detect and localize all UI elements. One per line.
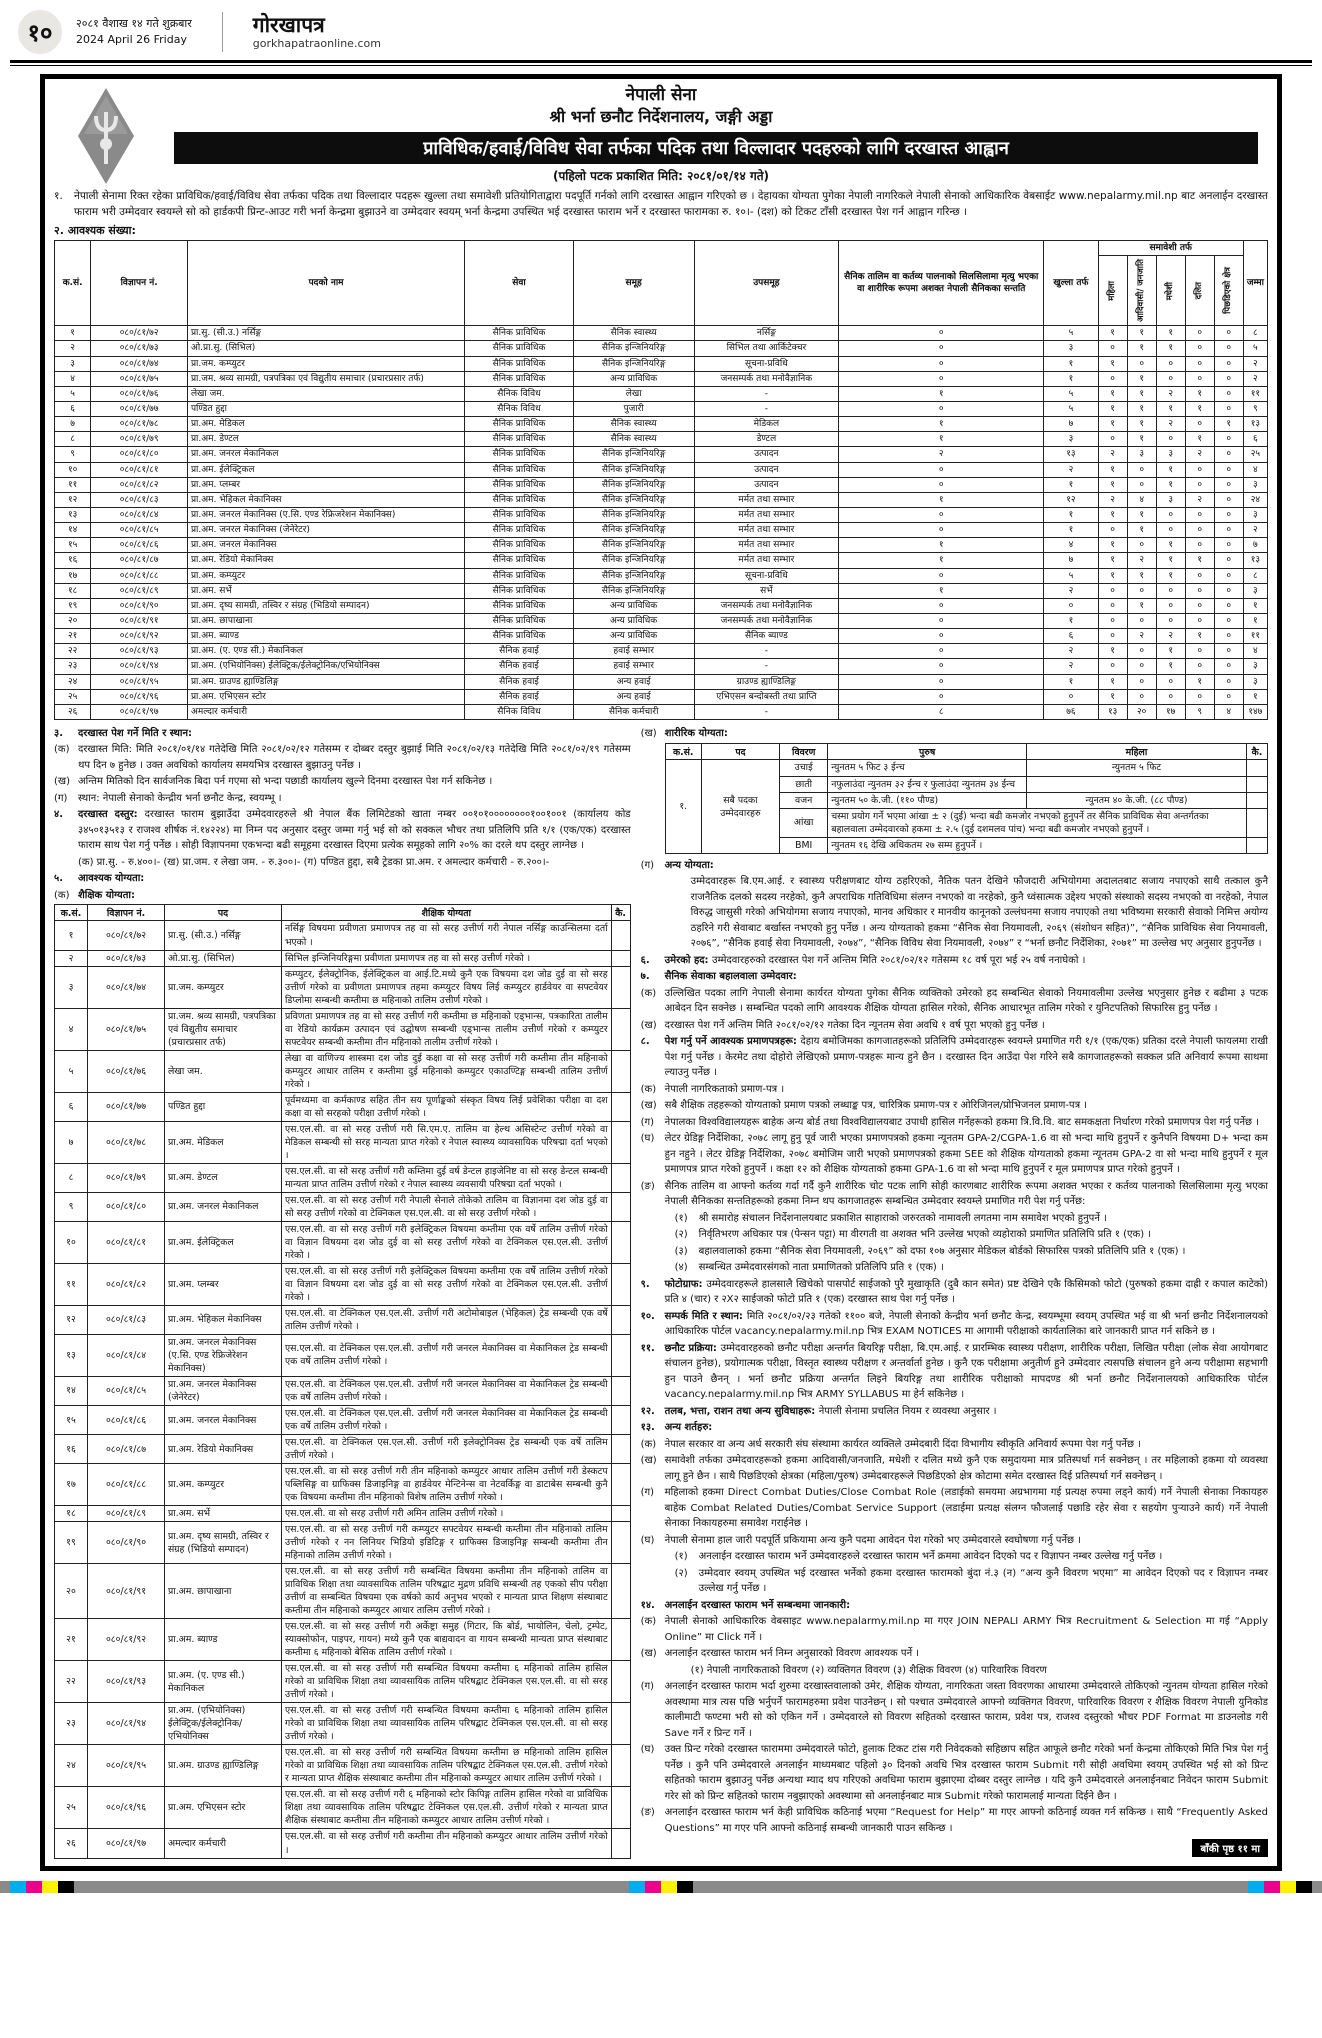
table-row: ३ ०८०/८१/७४ प्रा.जम. कम्प्युटर कम्प्युटर, ईलेक्ट्रोनिक, ईलेक्ट्रिकल वा आई.टि.मध्ये कुनै एक विषयमा दश जोड दुई वा सो सरह उत्तीर्ण गरेको वा प्रवीणता प्रमाणपत्र तहमा कम्प्युटर विषय लिई कम्प्युटर हार्डवेयर वा सफ्टवेयर डिप्लोमा सम्बन्धी कम्तीमा छ महिनाको तालिम उत्तीर्ण गरेको । — [55, 966, 631, 1008]
yellow-mark — [42, 1881, 58, 1893]
paragraph-item: (ख) अन्तिम मितिको दिन सार्वजनिक बिदा पर्न गएमा सो भन्दा पछाडी कार्यालय खुल्ने दिनमा दरखास्त पेश गर्न सकिनेछ । — [54, 776, 493, 788]
magenta-mark — [26, 1881, 42, 1893]
table-row: १५ ०८०/८१/८६ प्रा.अम. जनरल मेकानिक्स एस.एल.सी. वा टेक्निकल एस.एल.सी. उत्तीर्ण गरी जनरल मेकानिक्स वा मेकानिकल ट्रेड सम्बन्धी एक वर्षे तालिम उत्तीर्ण गरेको । — [55, 1406, 631, 1435]
intro-number: १. — [54, 189, 63, 202]
table-row: १६ ०८०/८१/८७ प्रा.अम. रेडियो मेकानिक्स एस.एल.सी. वा टेक्निकल एस.एल.सी. उत्तीर्ण गरी इलेक्ट्रोनिक्स ट्रेड सम्बन्धी एक वर्षे तालिम उत्तीर्ण गरेको । — [55, 1435, 631, 1464]
registration-marks-left — [10, 1881, 74, 1893]
col-post-name: पदको नाम — [187, 241, 464, 326]
page-number-badge: १० — [18, 10, 62, 54]
table-row: १२ ०८०/८१/८३ प्रा.अम. भेहिकल मेकानिक्स एस.एल.सी. वा टेक्निकल एस.एल.सी. उत्तीर्ण गरी अटोमोबाइल (भेहिकल) ट्रेड सम्बन्धी एक वर्षे तालिम उत्तीर्ण गरेको । — [55, 1305, 631, 1334]
left-paragraphs — [54, 726, 631, 904]
table-row: २५ ०८०/८१/९६ प्रा.अम. एभिएसन स्टोर सैनिक हवाई अन्य हवाई एभिएसन बन्दोबस्ती तथा प्राप्ति ० ० १ ० ० ० ० १ — [55, 689, 1268, 704]
paragraph-item: उम्मेदवारहरू बि.एम.आई. र स्वास्थ्य परीक्षणबाट योग्य ठहरिएको, नैतिक पतन देखिने फौजदारी अभियोगमा अदालतबाट सजाय नपाएको साथै तत्काल कुनै राजनैतिक दलको सदस्य नरहेको, कुनै अपराधिक गतिविधिमा संलग्न नभएको वा नरहेको, कुनै ध्वंसात्मक उद्देश्य भएको संस्थाको सदस्य नभएको वा नरहेको, नेपाल विरुद्ध जासुसी गरेको अभियोगमा सजाय नपाएको, मानव अधिकार र मानवीय कानूनको उल्लंघनमा सजाय नपाएको तथा भविष्यमा सरकारी सेवाको निमित्त अयोग्य ठहरिने गरी सेवाबाट बर्खास्त नभएको हुनु पर्नेछ । अन्य योग्यताको हकमा “सैनिक सेवा नियमावली, २०६९ (संशोधन सहित)”, “सैनिक प्राविधिक सेवा नियमावली, २०७६”, “सैनिक हवाई सेवा नियमावली, २०७४”, “सैनिक विविध सेवा नियमावली, २०७४” र “भर्ना छनौट निर्देशिका, २०७१” मा उल्लेख भए अनुसार हुनुपर्नेछ । — [690, 876, 1268, 950]
magenta-mark — [645, 1881, 661, 1893]
right-paragraphs — [641, 858, 1268, 1837]
paragraph-item: (३) बहालवालाको हकमा “सैनिक सेवा नियमावली, २०६९” को दफा १०७ अनुसार मेडिकल बोर्डको सिफारिस पत्रको प्रतिलिपि प्रति १ (एक) । — [674, 1245, 1186, 1257]
table-row: १७ ०८०/८१/८८ प्रा.अम. कम्प्युटर एस.एल.सी. वा सो सरह उत्तीर्ण गरी तीन महिनाको कम्प्युटर आधार तालिम उत्तीर्ण गरी डेस्कटप पब्लिसिङ्ग वा ग्राफिक्स डिजाइनिङ्ग वा हार्डवेयर मेन्टिनेन्स वा नेटवर्किङ्ग वा डाटाबेस सम्बन्धी कुनै एक विषयमा कम्तीमा तीन महिनाको विशेष तालिम उत्तीर्ण गरेको । — [55, 1464, 631, 1506]
table-row: १९ ०८०/८१/९० प्रा.अम. दृष्य सामग्री, तस्विर र संग्रह (भिडियो सम्पादन) सैनिक प्राविधिक अन्य प्राविधिक जनसम्पर्क तथा मनोवैज्ञानिक ० ० ० १ ० ० ० १ — [55, 598, 1268, 613]
paragraph-item: १४. अनलाईन दरखास्त फाराम भर्ने सम्बन्धमा जानकारी: — [640, 1599, 851, 1611]
directorate-name: श्री भर्ना छनौट निर्देशनालय, जङ्गी अड्डा — [549, 106, 773, 126]
table-row: २५ ०८०/८१/९६ प्रा.अम. एभिएसन स्टोर एस.एल.सी. वा सो सरह उत्तीर्ण गरी ६ महिनाको स्टोर किपिङ्ग तालिम हासिल गरेको वा प्राविधिक शिक्षा तथा व्यावसायिक तालिम परिषद्बाट टेक्निकल एस.एल.सी. उत्तीर्ण गरेको र मान्यता प्राप्त शैक्षिक संस्थाबाट कम्तीमा तीन महिनाको कम्प्युटर आधार तालिम उत्तीर्ण गरेको । — [55, 1787, 631, 1829]
table-row: ५ ०८०/८१/७६ लेखा जम. लेखा वा वाणिज्य शास्त्रमा दश जोड दुई कक्षा वा सो सरह उत्तीर्ण गरी कम्तीमा तीन महिनाको कम्प्युटर आधार तालिम र कम्तीमा दुई महिनाको कम्प्युटर एकाउण्टिङ्ग सम्बन्धी तालिम उत्तीर्ण गरेको । — [55, 1050, 631, 1092]
paragraph-item: ९. फोटोग्राफ: उम्मेदवारहरूले हालसालै खिचेको पासपोर्ट साईजको पुरै मुखाकृति (दुबै कान समेत) प्रष्ट देखिने एकै किसिमको फोटो (पुरुषको हकमा दाह्री र कपाल काटेको) प्रति ४ (चार) र २X२ साईजको फोटो प्रति १ (एक) दरखास्त साथ पेश गर्नु पर्नेछ । — [640, 1278, 1268, 1306]
table-row: ३ ०८०/८१/७४ प्रा.जम. कम्प्युटर सैनिक प्राविधिक सैनिक इन्जिनियरिङ्ग सूचना-प्रविधि ० १ १ ० ० ० ० २ — [55, 356, 1268, 371]
section-2-heading: २. आवश्यक संख्या: — [54, 224, 136, 238]
table-row: २ ०८०/८१/७३ ओ.प्रा.सु. (सिभिल) सिभिल इन्जिनियरिङ्गमा प्रवीणता प्रमाणपत्र तह वा सो सरह उत्तीर्ण गरेको । — [55, 950, 631, 966]
paragraph-item: (४) सम्बन्धित उम्मेदवारसंगको नाता प्रमाणितको प्रतिलिपि प्रति १ (एक) । — [674, 1262, 944, 1274]
paragraph-item: ५. आवश्यक योग्यता: — [54, 873, 145, 885]
cyan-mark — [629, 1881, 645, 1893]
continued-badge: बाँकी पृष्ठ ११ मा — [1192, 1839, 1268, 1857]
masthead-dates — [76, 16, 192, 49]
phy-col-post: पद — [701, 744, 779, 760]
col-total: जम्मा — [1243, 241, 1267, 326]
intro-paragraph — [54, 188, 1268, 221]
cyan-mark — [10, 1881, 26, 1893]
paragraph-item: (१) नेपाली नागरिकताको विवरण (२) व्यक्तिगत विवरण (३) शैक्षिक विवरण (४) पारिवारिक विवरण — [690, 1664, 1047, 1676]
physical-row-eyes: आंखा चस्मा प्रयोग गर्ने भएमा आंखा ± २ (दुई) भन्दा बढी कमजोर नभएको हुनुपर्ने तर सैनिक प्राविधिक सेवा अन्तर्गतका बहालवाला उम्मेदवारको हकमा ± २.५ (दुई दशमलव पांच) भन्दा बढी कमजोर नभएको हुनुपर्ने । — [665, 808, 1267, 837]
col-inclusive-group: समावेशी तर्फ — [1098, 241, 1243, 256]
table-row: ९ ०८०/८१/८० प्रा.अम. जनरल मेकानिकल सैनिक प्राविधिक सैनिक इन्जिनियरिङ्ग उत्पादन २ १३ २ ३ ३ २ ० २५ — [55, 447, 1268, 462]
print-registration-bar — [0, 1881, 1322, 1893]
table-row: १० ०८०/८१/८१ प्रा.अम. ईलेक्ट्रिकल सैनिक प्राविधिक सैनिक इन्जिनियरिङ्ग उत्पादन ० २ १ ० १ ० ० ४ — [55, 462, 1268, 477]
table-row: १९ ०८०/८१/९० प्रा.अम. दृष्य सामग्री, तस्विर र संग्रह (भिडियो सम्पादन) एस.एल.सी. वा सो सरह उत्तीर्ण गरी कम्प्युटर सफ्टवेयर सम्बन्धी कम्तीमा तीन महिनाको तालिम उत्तीर्ण गरेको र नन लिनियर भिडियो इडिटिङ्ग र ग्राफिक्स डिजाइनिङ्ग सम्बन्धी कम्तीमा तीन महिनाको तालिम उत्तीर्ण गरेको । — [55, 1522, 631, 1564]
col-service: सेवा — [465, 241, 574, 326]
right-column — [641, 725, 1268, 1857]
paragraph-item: (घ) उक्त प्रिन्ट गरेको दरखास्त फाराममा उम्मेदवारले फोटो, हुलाक टिकट टांस गरी निवेदकको सहिछाप सहित आफूले छनौट गरेको भर्ना केन्द्रमा तोकिएको मिति भित्र पेश गर्नु पर्नेछ । कुनै पनि उम्मेदवारले अनलाईन माध्यमबाट पहिलो ३० दिनको अवधि भित्र दरखास्त फाराम Submit गरी सोही अवधिमा स्वयम् उपस्थित भई सो को प्रिन्ट सहितको फाराम बुझाउनु पर्नेछ अन्यथा म्याद थप गरिएको अवधिमा फाराम बुझाएमा दोब्बर दस्तुर लाग्नेछ । यदि कुनै उम्मेदवारले अनलाईनबाट निवेदन फाराम Submit गरेर सो को प्रिन्ट सहितको फाराम नबुझाएको अवस्थामा सो अनलाईनबाट मात्र Submit गरेको फारामलाई मान्यता दिईने छैन । — [640, 1744, 1268, 1802]
published-date: (पहिलो पटक प्रकाशित मिति: २०८१/०१/१४ गते) — [552, 168, 770, 183]
table-row: २० ०८०/८१/९१ प्रा.अम. छापाखाना सैनिक प्राविधिक अन्य प्राविधिक जनसम्पर्क तथा मनोवैज्ञानिक ० १ ० ० ० ० ० १ — [55, 614, 1268, 629]
edu-col-sn: क.सं. — [55, 905, 88, 921]
education-table-body — [55, 921, 631, 1858]
date-english: 2024 April 26 Friday — [76, 33, 187, 46]
paragraph-item: १२. तलब, भत्ता, राशन तथा अन्य सुविधाहरू: नेपाली सेनामा प्रचलित नियम र व्यवस्था अनुसार । — [640, 1405, 997, 1417]
paragraph-item: ८. पेश गर्नु पर्ने आवश्यक प्रमाणपत्रहरू: देहाय बमोजिमका कागजातहरूको प्रतिलिपि उम्मेदवारहरू स्वयम्ले प्रमाणित गरी १/१ (एक/एक) प्रतिका दरले नेपाली फायलमा राखी पेश गर्नु पर्नेछ । केरमेट तथा दोहोरो लेखिएको प्रमाण-पत्रहरू मान्य हुने छैन । दरखास्त दिन आउँदा पेश गरिने सबै कागजातहरूको सक्कल प्रति अनिवार्य रूपमा साथमा ल्याउनु पर्नेछ । — [640, 1036, 1268, 1079]
notice-title-bar: प्राविधिक/हवाई/विविध सेवा तर्फका पदिक तथा विल्लादार पदहरुको लागि दरखास्त आह्वान — [174, 132, 1258, 164]
edu-col-remarks: कै. — [611, 905, 630, 921]
col-subgroup: उपसमूह — [694, 241, 839, 326]
physical-row-bmi: BMI न्युनतम १६ देखि अधिकतम २७ सम्म हुनुपर्ने । — [665, 837, 1267, 853]
paragraph-item: (क) उल्लिखित पदका लागि नेपाली सेनामा कार्यरत योग्यता पुगेका सैनिक व्यक्तिको उमेरको हद सम्बन्धित सेवाको नियमावलीमा उल्लेख भएनुसार हुनेछ र बढीमा ३ पटक आबेदन दिन सक्नेछ । सम्बन्धित पदको लागि आवश्यक शैक्षिक योग्यता हासिल गरेको, सैनिक आधारभूत तालिम गरेको र युनिटपतिको सिफारिस हुनु पर्नेछ । — [640, 987, 1268, 1015]
paragraph-item: (ख) समावेशी तर्फका उम्मेदवारहरूको हकमा आदिवासी/जनजाति, मधेशी र दलित मध्ये कुनै एक समुदायमा मात्र प्रतिस्पर्धा गर्न सक्नेछन् । तर महिलाको हकमा यो व्यवस्था लागू हुने छैन । साथै पिछडिएको क्षेत्रका (महिला/पुरुष) उम्मेदबारहरूले पिछडिएको क्षेत्र कोटामा समेत दरखास्त दिई प्रतिस्पर्धा गर्न सक्नेछन् । — [640, 1455, 1268, 1482]
masthead-divider — [222, 12, 223, 52]
phy-col-sn: क.सं. — [665, 744, 701, 760]
vacancy-table — [54, 240, 1268, 720]
paragraph-item: ३. दरखास्त पेश गर्ने मिति र स्थान: — [54, 727, 192, 739]
table-row: २३ ०८०/८१/९४ प्रा.अम. (एभियोनिक्स) ईलेक्ट्रिक/ईलेक्ट्रोनिक/एभियोनिक्स सैनिक हवाई हवाई सम्भार - ० २ ० ० १ ० ० ३ — [55, 659, 1268, 674]
paragraph-item: (घ) लेटर ग्रेडिङ्ग निर्देशिका, २०७८ लागू हुनु पूर्व जारी भएका प्रमाणपत्रको हकमा न्यूनतम GPA-2/CGPA-1.6 वा सो भन्दा माथि हुनुपर्ने र कुनैपनि विषयमा D+ भन्दा कम हुन नहुने । लेटर ग्रेडिङ्ग निर्देशिका, २०७८ बमोजिम जारी भएको प्रमाणपत्रको हकमा SEE को शैक्षिक योग्यताको हकमा न्यूनतम GPA-2 वा सो भन्दा माथि हुनुपर्ने र मूल प्रमाणपत्र प्राप्त गरेको हुनुपर्ने । कक्षा १२ को शैक्षिक योग्यताको हकमा GPA-1.6 वा सो भन्दा माथि हुनुपर्ने र मूल प्रमाणपत्र प्राप्त गरेको हुनुपर्ने । — [640, 1133, 1268, 1176]
yellow-mark — [1280, 1881, 1296, 1893]
org-name: नेपाली सेना — [625, 85, 697, 105]
paragraph-item: (ग) स्थान: नेपाली सेनाको केन्द्रीय भर्ना छनौट केन्द्र, स्वयम्भू । — [54, 792, 282, 804]
paragraph-item: (ख) अनलाईन दरखास्त फाराम भर्न निम्न अनुसारको विवरण आवश्यक पर्ने । — [640, 1648, 920, 1660]
education-header-row — [55, 905, 631, 921]
table-row: २१ ०८०/८१/९२ प्रा.अम. ब्याण्ड एस.एल.सी. वा सो सरह उत्तीर्ण गरी अर्केष्ट्रा समुह (गिटार, कि बोर्ड, भायोलिन, चेलो, ट्रम्पेट, स्याक्सोफोन, पाइपर, गायन) मध्ये कुनै एक बाद्यवादन वा गायन सम्बन्धी मान्यता प्राप्त संस्थाबाट कम्तीमा ६ महिनाको बेसिक तालिम उत्तीर्ण गरेको । — [55, 1619, 631, 1661]
paragraph-item: ११. छनौट प्रक्रिया: उम्मेदवारहरुको छनौट परीक्षा अन्तर्गत बियरिङ्ग परीक्षा, बि.एम.आई. र प्रारम्भिक स्वास्थ्य परीक्षण, शारीरिक परीक्षा, लिखित परीक्षा (लोक सेवा आयोगबाट संचालन हुनेछ), प्रयोगात्मक परीक्षा, विस्तृत स्वास्थ्य परीक्षण र अन्तर्वार्ता हुनेछ । कुनै एक परीक्षामा अनुतीर्ण हुने उम्मेदवार त्यसपछि संचालन हुने अन्य परीक्षामा सहभागी हुन पाउने छैनन् । भर्ना छनौट प्रक्रिया अन्तर्गत लिइने बियरिङ्ग तथा शारीरिक परीक्षाको मापदण्ड श्री भर्ना छनौट निर्देशनालयको आधिकारिक पोर्टल vacancy.nepalarmy.mil.np भित्र ARMY SYLLABUS मा हेर्न सकिनेछ । — [640, 1342, 1268, 1401]
table-row: १३ ०८०/८१/८४ प्रा.अम. जनरल मेकानिक्स (ए.सि. एण्ड रेफ्रिजरेशन मेकानिक्स) सैनिक प्राविधिक सैनिक इन्जिनियरिङ्ग मर्मत तथा सम्भार ० १ १ १ ० ० ० ३ — [55, 508, 1268, 523]
paragraph-item: १०. सम्पर्क मिति र स्थान: मिति २०८१/०२/२३ गतेको ११०० बजे, नेपाली सेनाको केन्द्रीय भर्ना छनौट केन्द्र, स्वयम्भूमा स्वयम् उपस्थित भई वा श्री भर्ना छनौट निर्देशनालयको आधिकारिक पोर्टल vacancy.nepalarmy.mil.np भित्र EXAM NOTICES मा आगामी परीक्षाको कार्यतालिका बारे जानकारी प्राप्त गर्न सकिने छ । — [640, 1310, 1268, 1338]
vacancy-table-body — [55, 326, 1268, 720]
table-row: ४ ०८०/८१/७५ प्रा.जम. श्रव्य सामग्री, पत्रपत्रिका एवं विद्युतीय समाचार (प्रचारप्रसार तर्फ) प्रविणता प्रमाणपत्र तह वा सो सरह उत्तीर्ण गरी कम्तीमा छ महिनाको एड्भान्स, पत्रकारिता तालीम वा रेडियो कार्यक्रम उत्पादन एवं उद्घोषण सम्बन्धी एड्भान्स तालीम उत्तीर्ण गरेको र कम्प्युटर सफ्टवेयर सम्बन्धी कम्तीमा तीन महिनाको तालीम उत्तीर्ण गरेको । — [55, 1008, 631, 1050]
col-madheshi: मधेशी — [1156, 256, 1185, 326]
col-sn: क.सं. — [55, 241, 91, 326]
army-notice-box — [40, 74, 1282, 1871]
paragraph-item: (ख) सबै शैक्षिक तहहरूको योग्यताको प्रमाण पत्रको लब्धाङ्क पत्र, चारित्रिक प्रमाण-पत्र र ओरिजिनल/प्रोभिजनल प्रमाण-पत्र । — [640, 1100, 1088, 1112]
intro-text: नेपाली सेनामा रिक्त रहेका प्राविधिक/हवाई/विविध सेवा तर्फका पदिक तथा विल्लादार पदहरू खुल्ला तथा समावेशी प्रतियोगिताद्वारा पदपूर्ति गर्नको लागि दरखास्त आह्वान गरिएको छ । देहायका योग्यता पुगेका नेपाली नागरिकले नेपाली सेनाको आधिकारिक वेबसाईट www.nepalarmy.mil.np बाट अनलाईन दरखास्त फाराम भरी उम्मेदवार स्वयम्ले सो को हार्डकपी प्रिन्ट-आउट गरी भर्ना केन्द्रमा बुझाउने वा उम्मेदवार स्वयम् भर्ना केन्द्रमा उपस्थित भई दरखास्त फाराम भर्ने र दरखास्त फारामका रु. १०।- (दश) को टिकट टाँसी दरखास्त पेश गर्न आह्वान गरिन्छ । — [74, 189, 1268, 218]
physical-header-row — [665, 744, 1267, 760]
phy-col-remarks: कै. — [1246, 744, 1267, 760]
table-row: ११ ०८०/८१/८२ प्रा.अम. प्लम्बर एस.एल.सी. वा सो सरह उत्तीर्ण गरी इलेक्ट्रिकल विषयमा कम्तीमा एक वर्षे तालिम उत्तीर्ण गरेको वा विज्ञान विषयमा दश जोड दुई वा सो सरह उत्तीर्ण गरेको वा टेक्निकल एस.एल.सी. उत्तीर्ण गरेको । — [55, 1263, 631, 1305]
masthead-title-block — [253, 14, 381, 50]
table-row: २२ ०८०/८१/९३ प्रा.अम. (ए. एण्ड सी.) मेकानिकल एस.एल.सी. वा सो सरह उत्तीर्ण गरी सम्बन्धित विषयमा कम्तीमा ६ महिनाको तालिम हासिल गरेको वा प्राविधिक शिक्षा तथा व्यावसायिक तालिम परिषद्बाट टेक्निकल एस.एल.सी. वा सो सरह उत्तीर्ण गरेको । — [55, 1661, 631, 1703]
table-row: २० ०८०/८१/९१ प्रा.अम. छापाखाना एस.एल.सी. वा सो सरह उत्तीर्ण गरी सम्बन्धित विषयमा कम्तीमा तीन महिनाको तालिम वा प्राविधिक शिक्षा तथा व्यावसायिक तालिम परिषद्बाट मुद्रण प्रविधि सम्बन्धी तह एकको सीप परीक्षा उत्तीर्ण वा सम्बन्धित विषयमा एक वर्षको कार्य अनुभव भएको र मान्यता प्राप्त शिक्षण संस्थाबाट कम्तीमा तीन महिनाको कम्प्युटर आधार तालिम उत्तीर्ण गरेको । — [55, 1564, 631, 1619]
paragraph-item: (क) दरखास्त मिति: मिति २०८१/०१/१४ गतेदेखि मिति २०८१/०२/१२ गतेसम्म र दोब्बर दस्तुर बुझाई मिति २०८१/०२/१३ गतेदेखि मिति २०८१/०२/१९ गतेसम्म थप दिन ७ हुनेछ । उक्त अवधिको कार्यालय समयभित्र दरखास्त बुझाउनु पर्नेछ । — [54, 744, 631, 771]
cyan-mark — [1248, 1881, 1264, 1893]
masthead-rule — [10, 60, 1312, 63]
paragraph-item: (ख) दरखास्त पेश गर्ने अन्तिम मिति २०८१/०२/१२ गतेका दिन न्यूनतम सेवा अवधि १ वर्ष पूरा भएको हुनु पर्नेछ । — [640, 1019, 1045, 1031]
table-row: १७ ०८०/८१/८८ प्रा.अम. कम्प्युटर सैनिक प्राविधिक सैनिक इन्जिनियरिङ्ग सूचना-प्रविधि ० ५ १ १ १ ० ० ८ — [55, 568, 1268, 583]
paragraph-item: १३. अन्य शर्तहरु: — [640, 1422, 713, 1434]
col-group: समूह — [573, 241, 694, 326]
paper-website: gorkhapatraonline.com — [252, 37, 381, 51]
paragraph-item: (ग) अनलाईन दरखास्त फाराम भर्दा शुरुमा दरखास्तवालाको उमेर, शैक्षिक योग्यता, नागरिकता जस्ता विवरणका आधारमा उम्मेदवारले तोकिएको न्युनतम योग्यता हासिल गरेको अवस्थामा मात्र त्यस पछि भर्नुपर्ने फारामहरुमा प्रवेश पाउनेछन् । सो पश्चात उम्मेदवारले आफ्नो व्यक्तिगत विवरण, पारिवारिक विवरण र शैक्षिक विवरण नेपाली युनिकोड कालीमाटी फण्टमा भरी सो को एकिन गर्ने । उम्मेदवारले सो विवरण सहितको दरखास्त फाराम, प्रवेश पत्र, राजश्व दस्तुरको भौचर PDF Format मा डाउनलोड गरी Save गर्ने र प्रिन्ट गर्ने । — [640, 1681, 1268, 1739]
table-row: ५ ०८०/८१/७६ लेखा जम. सैनिक विविध लेखा - १ ५ १ १ २ १ ० ११ — [55, 386, 1268, 401]
phy-col-male: पुरुष — [828, 744, 1027, 760]
col-advert-no: विज्ञापन नं. — [91, 241, 188, 326]
physical-heading: (ख) शारीरिक योग्यता: — [640, 727, 728, 739]
two-column-area — [54, 725, 1268, 1859]
paragraph-item: (२) निर्वृतिभरण अधिकार पत्र (पेन्सन पट्टा) मा वीरगती वा अशक्त भनि उल्लेख भएको व्यहोराको प्रमाणित प्रतिलिपि प्रति १ (एक) । — [674, 1229, 1152, 1241]
masthead-rule-thin — [10, 65, 1312, 66]
paragraph-item: ६. उमेरको हद: उम्मेदवारहरुको दरखास्त पेश गर्ने अन्तिम मिति २०८१/०२/१२ गतेसम्म १८ वर्ष पूरा भई २५ वर्ष ननाघेको । — [640, 954, 1086, 966]
table-row: १२ ०८०/८१/८३ प्रा.अम. भेहिकल मेकानिक्स सैनिक प्राविधिक सैनिक इन्जिनियरिङ्ग मर्मत तथा सम्भार १ १२ २ ४ ३ २ ० २४ — [55, 492, 1268, 507]
table-row: १ ०८०/८१/७२ प्रा.सु. (सी.उ.) नर्सिङ्ग नर्सिङ्ग विषयमा प्रवीणता प्रमाणपत्र तह वा सो सरह उत्तीर्ण गरी नेपाल नर्सिङ्ग काउन्सिलमा दर्ता भएको । — [55, 921, 631, 950]
paragraph-item: ७. सैनिक सेवाका बहालवाला उम्मेदवार: — [640, 971, 797, 983]
col-martyr-children: सैनिक तालिम वा कर्तव्य पालनाको सिलसिलामा मृत्यु भएका वा शारीरिक रूपमा अशक्त नेपाली सैनिकका सन्तति — [839, 241, 1044, 326]
table-row: ७ ०८०/८१/७८ प्रा.अम. मेडिकल सैनिक प्राविधिक सैनिक स्वास्थ्य मेडिकल १ ७ १ १ २ ० १ १३ — [55, 417, 1268, 432]
physical-table — [665, 743, 1268, 853]
col-open: खुल्ला तर्फ — [1044, 241, 1098, 326]
table-row: २ ०८०/८१/७३ ओ.प्रा.सु. (सिभिल) सैनिक प्राविधिक सैनिक इन्जिनियरिङ्ग सिभिल तथा आर्किटेक्चर ० ३ ० १ १ ० ० ५ — [55, 341, 1268, 356]
table-row: २२ ०८०/८१/९३ प्रा.अम. (ए. एण्ड सी.) मेकानिकल सैनिक हवाई हवाई सम्भार - ० २ १ ० १ ० ० ४ — [55, 644, 1268, 659]
table-row: ७ ०८०/८१/७८ प्रा.अम. मेडिकल एस.एल.सी. वा सो सरह उत्तीर्ण गरी सि.एम.ए. तालिम वा हेल्थ असिस्टेन्ट उत्तीर्ण गरेको वा मेडिकल सम्बन्धी सो सरह मान्यता प्राप्त गरेको र नेपाल स्वास्थ्य व्यावसायिक परिषद्मा दर्ता भएको । — [55, 1121, 631, 1163]
paragraph-item: (ङ) अनलाईन दरखास्त फाराम भर्न केही प्राविधिक कठिनाई भएमा “Request for Help” मा गएर आफ्नो कठिनाई व्यक्त गर्न सकिन्छ । साथै “Frequently Asked Questions” मा गएर पनि आफ्नो कठिनाई सम्बन्धी जानकारी पाउन सकिन्छ । — [640, 1807, 1268, 1834]
edu-col-post: पद — [165, 905, 282, 921]
col-dalit: दलित — [1185, 256, 1214, 326]
education-table — [54, 904, 631, 1858]
army-emblem-icon — [58, 86, 154, 200]
table-row: १ ०८०/८१/७२ प्रा.सु. (सी.उ.) नर्सिङ्ग सैनिक प्राविधिक सैनिक स्वास्थ्य नर्सिङ्ग ० ५ १ १ १ ० ० ८ — [55, 326, 1268, 341]
paragraph-item: (२) उम्मेदवार स्वयम् उपस्थित भई दरखास्त भर्नेको हकमा दरखास्त फारामको बुंदा नं.३ (न) “अन्य कुनै विवरण भएमा” मा आवेदन दिएको पद र विज्ञापन नम्बर उल्लेख गर्नु पर्नेछ । — [674, 1567, 1268, 1595]
table-row: २६ ०८०/८१/९७ अमल्दार कर्मचारी सैनिक विविध सैनिक कर्मचारी - ८ ७६ १३ २० १७ ९ ४ १४७ — [55, 704, 1268, 719]
physical-row-chest: छाती नफुलाउंदा न्युनतम ३२ ईन्च र फुलाउंदा न्युनतम ३४ ईन्च — [665, 776, 1267, 792]
paragraph-item: (क) नेपाल सरकार वा अन्य अर्ध सरकारी संघ संस्थामा कार्यरत व्यक्तिले उम्मेदबारी दिंदा विभागीय स्वीकृति अनिवार्य रूपमा पेश गर्नु पर्नेछ । — [640, 1438, 1141, 1450]
table-row: २३ ०८०/८१/९४ प्रा.अम. (एभियोनिक्स) ईलेक्ट्रिक/ईलेक्ट्रोनिक/एभियोनिक्स एस.एल.सी. वा सो सरह उत्तीर्ण गरी सम्बन्धित विषयमा कम्तीमा ६ महिनाको तालिम हासिल गरेको वा प्राविधिक शिक्षा तथा व्यावसायिक तालिम परिषद्बाट टेक्निकल एस.एल.सी. वा सो सरह उत्तीर्ण गरेको । — [55, 1703, 631, 1745]
masthead — [0, 6, 1322, 60]
paragraph-item: (ङ) सैनिक तालिम वा आफ्नो कर्तव्य गर्दा गर्दै कुनै शारीरिक चोट पटक लागि सोही कारणबाट शारीरिक रूपमा अशक्त भएका र कर्तव्य पालनाको सिलसिलामा मृत्यु भएका नेपाली सैनिकका सन्ततिहरूको हकमा निम्न थप कागजातहरू सम्बन्धित उम्मेदवार स्वयम्ले प्रमाणित गरी पेश गर्नु पर्नेछ: — [640, 1180, 1268, 1208]
table-row: २४ ०८०/८१/९५ प्रा.अम. ग्राउण्ड ह्याण्डिलिङ्ग सैनिक हवाई अन्य हवाई ग्राउण्ड ह्याण्डिलिङ्ग ० १ १ ० ० १ ० ३ — [55, 674, 1268, 689]
table-row: २१ ०८०/८१/९२ प्रा.अम. ब्याण्ड सैनिक प्राविधिक अन्य प्राविधिक सैनिक ब्याण्ड ० ६ ० २ २ १ ० ११ — [55, 629, 1268, 644]
table-row: ६ ०८०/८१/७७ पण्डित हुद्दा सैनिक विविध पुजारी - ० ५ १ १ १ १ ० ९ — [55, 402, 1268, 417]
paragraph-item: (घ) नेपाली सेनामा हाल जारी पदपूर्ति प्रकियामा अन्य कुनै पदमा आवेदन पेश गरेको भए उम्मेदवारले स्वघोषणा गर्नु पर्नेछ । — [640, 1534, 1081, 1546]
paragraph-item: (१) अनलाईन दरखास्त फाराम भर्ने उम्मेदवारहरुले दरखास्त फाराम भर्ने क्रममा आवेदन दिएको पद र विज्ञापन नम्बर उल्लेख गर्नु पर्नेछ । — [674, 1551, 1163, 1563]
left-column — [54, 725, 631, 1859]
edu-col-qualification: शैक्षिक योग्यता — [282, 905, 612, 921]
paper-title: गोरखापत्र — [252, 12, 325, 37]
vacancy-header-row-1 — [55, 241, 1268, 256]
physical-row-height: १. सबै पदका उम्मेदवारहरु उचाई न्युनतम ५ फिट ३ ईन्च न्युनतम ५ फिट — [665, 760, 1267, 776]
table-row: १८ ०८०/८१/८९ प्रा.अम. सर्भे सैनिक प्राविधिक सैनिक इन्जिनियरिङ्ग सर्भे १ २ ० ० ० ० ० ३ — [55, 583, 1268, 598]
registration-marks-center — [629, 1881, 693, 1893]
table-row: १३ ०८०/८१/८४ प्रा.अम. जनरल मेकानिक्स (ए.सि. एण्ड रेफ्रिजेरेशन मेकानिक्स) एस.एल.सी. वा टेक्निकल एस.एल.सी. उत्तीर्ण गरी जनरल मेकानिक्स वा मेकानिकल ट्रेड सम्बन्धी एक वर्षे तालिम उत्तीर्ण गरेको । — [55, 1334, 631, 1376]
table-row: १६ ०८०/८१/८७ प्रा.अम. रेडियो मेकानिक्स सैनिक प्राविधिक सैनिक इन्जिनियरिङ्ग मर्मत तथा सम्भार १ ७ १ २ १ १ ० १३ — [55, 553, 1268, 568]
physical-row-weight: वजन न्युनतम ५० के.जी. (११० पौण्ड) न्युनतम ४० के.जी. (८८ पौण्ड) — [665, 792, 1267, 808]
black-mark — [58, 1881, 74, 1893]
table-row: १४ ०८०/८१/८५ प्रा.अम. जनरल मेकानिक्स (जेनेरेटर) सैनिक प्राविधिक सैनिक इन्जिनियरिङ्ग मर्मत तथा सम्भार ० १ ० १ ० ० ० २ — [55, 523, 1268, 538]
table-row: १० ०८०/८१/८१ प्रा.अम. ईलेक्ट्रिकल एस.एल.सी. वा सो सरह उत्तीर्ण गरी इलेक्ट्रिकल विषयमा कम्तीमा एक वर्षे तालिम उत्तीर्ण गरेको वा विज्ञान विषयमा दश जोड दुई वा सो सरह उत्तीर्ण गरेको वा टेक्निकल एस.एल.सी. उत्तीर्ण गरेको । — [55, 1221, 631, 1263]
table-row: २४ ०८०/८१/९५ प्रा.अम. ग्राउण्ड ह्याण्डिलिङ्ग एस.एल.सी. वा सो सरह उत्तीर्ण गरी सम्बन्धित विषयमा कम्तीमा छ महिनाको तालिम हासिल गरेको वा प्राविधिक शिक्षा तथा व्यावसायिक तालिम परिषद्बाट टेक्निकल एस.एल.सी. उत्तीर्ण गरेको र मान्यता प्राप्त शैक्षिक संस्थाबाट कम्तीमा तीन महिनाको कम्प्युटर आधार तालिम उत्तीर्ण गरेको । — [55, 1745, 631, 1787]
col-women: महिला — [1098, 256, 1127, 326]
paragraph-item: (क) नेपाली नागरिकताको प्रमाण-पत्र । — [640, 1083, 785, 1095]
magenta-mark — [1264, 1881, 1280, 1893]
paragraph-item: (ग) अन्य योग्यता: — [640, 859, 714, 871]
registration-marks-right — [1248, 1881, 1312, 1893]
table-row: ८ ०८०/८१/७९ प्रा.अम. डेण्टल सैनिक प्राविधिक सैनिक स्वास्थ्य डेण्टल १ ३ ० १ ० १ ० ६ — [55, 432, 1268, 447]
table-row: १८ ०८०/८१/८९ प्रा.अम. सर्भे एस.एल.सी. वा सो सरह उत्तीर्ण गरी अमिन तालिम उत्तीर्ण गरेको । — [55, 1506, 631, 1522]
table-row: १५ ०८०/८१/८६ प्रा.अम. जनरल मेकानिक्स सैनिक प्राविधिक सैनिक इन्जिनियरिङ्ग मर्मत तथा सम्भार १ ४ १ ० १ ० ० ७ — [55, 538, 1268, 553]
paragraph-item: (ग) नेपालका विश्वविद्यालयहरू बाहेक अन्य बोर्ड तथा विश्वविद्यालयबाट उपाधी हासिल गर्नेहरूको हकमा त्रि.वि.वि. बाट समकक्षता निर्धारण गरेको प्रमाणपत्र पेश गर्नु पर्नेछ । — [640, 1116, 1260, 1128]
paragraph-item: (क) प्रा.सु. - रु.४००।- (ख) प्रा.जम. र लेखा जम. - रु.३००।- (ग) पण्डित हुद्दा, सबै ट्रेडका प्रा.अम. र अमल्दार कर्मचारी - रु.२००।- — [78, 856, 550, 868]
table-row: ४ ०८०/८१/७५ प्रा.जम. श्रव्य सामग्री, पत्रपत्रिका एवं विद्युतीय समाचार (प्रचारप्रसार तर्फ) सैनिक प्राविधिक अन्य प्राविधिक जनसम्पर्क तथा मनोवैज्ञानिक ० १ ० १ ० ० ० २ — [55, 371, 1268, 386]
col-indigenous: आदिवासी/ जनजाति — [1127, 256, 1156, 326]
paragraph-item: (क) नेपाली सेनाको आधिकारिक वेबसाइट www.nepalarmy.mil.np मा गएर JOIN NEPALI ARMY भित्र Recruitment & Selection मा गई “Apply Online” मा Click गर्ने । — [640, 1616, 1268, 1643]
black-mark — [677, 1881, 693, 1893]
phy-col-female: महिला — [1027, 744, 1247, 760]
paragraph-item: (क) शैक्षिक योग्यता: — [54, 889, 136, 901]
paragraph-item: ४. दरखास्त दस्तुर: दरखास्त फाराम बुझाउँदा उम्मेदवारहरुले श्री नेपाल बैंक लिमिटेडको खाता नम्बर ००१०१००००००००१००१००१ (कार्यालय कोड ३४५०१३५१३ र राजश्व शीर्षक नं.१४२२४) मा निम्न पद अनुसार दस्तुर जम्मा गर्नु भई सो को सक्कल भौचर तथा प्रतिलिपि प्रति १/१ (एक/एक) दरखास्त फाराम साथ पेश गर्नु पर्नेछ । सोही विज्ञापनमा एकभन्दा बढी समूहमा दरखास्त दिएमा प्रत्येक समूहको लागि २०% का दरले थप दस्तुर लाग्नेछ । — [54, 809, 631, 852]
table-row: ९ ०८०/८१/८० प्रा.अम. जनरल मेकानिकल एस.एल.सी. वा सो सरह उत्तीर्ण गरी नेपाली सेनाले तोकेको तालिम वा विज्ञानमा दश जोड दुई वा सो सरह उत्तीर्ण गरेको वा टेक्निकल एस.एल.सी. वा सो सरह उत्तीर्ण गरेको । — [55, 1192, 631, 1221]
table-row: २६ ०८०/८१/९७ अमल्दार कर्मचारी एस.एल.सी. वा सो सरह उत्तीर्ण गरी कम्तीमा तीन महिनाको कम्प्युटर आधार तालिम उत्तीर्ण गरेको । — [55, 1829, 631, 1858]
col-backward-area: पिछडिएको क्षेत्र — [1214, 256, 1243, 326]
table-row: ६ ०८०/८१/७७ पण्डित हुद्दा पूर्वमध्यमा वा कर्मकाण्ड सहित तीन सय पूर्णाङ्कको संस्कृत विषय लिई प्रवेशिका परीक्षा वा दश कक्षा वा सो सरहको परीक्षा उत्तीर्ण गरेको । — [55, 1092, 631, 1121]
black-mark — [1296, 1881, 1312, 1893]
yellow-mark — [661, 1881, 677, 1893]
table-row: ११ ०८०/८१/८२ प्रा.अम. प्लम्बर सैनिक प्राविधिक सैनिक इन्जिनियरिङ्ग उत्पादन ० १ १ ० १ ० ० ३ — [55, 477, 1268, 492]
table-row: ८ ०८०/८१/७९ प्रा.अम. डेण्टल एस.एल.सी. वा सो सरह उत्तीर्ण गरी कम्तिमा दुई वर्ष डेन्टल हाइजेनिष्ट वा सो सरह डेन्टल सम्बन्धी मान्यता प्राप्त तालिम उत्तीर्ण गरेको र नेपाल स्वास्थ्य व्यवसायी परिषद्मा दर्ता भएको । — [55, 1163, 631, 1192]
phy-col-detail: विवरण — [780, 744, 828, 760]
paragraph-item: (१) श्री समारोह संचालन निर्देशनालयबाट प्रकाशित साहाराको जरुरतको नामावली लगतमा नाम समावेश भएको हुनुपर्ने । — [674, 1212, 1107, 1224]
paragraph-item: (ग) महिलाको हकमा Direct Combat Duties/Close Combat Role (लडाईको समयमा अग्रभागमा गई प्रत्यक्ष रुपमा लड्ने कार्य) गर्ने नेपाली सेनाका निकायहरु बाहेक Combat Related Duties/Combat Service Support (लडाईमा प्रत्यक्ष संलग्न फौजलाई पछाडि रहेर सेवा र सहयोग पुर्‍याउने कार्य) गर्ने नेपाली सेनाका निकायहरुमा समावेश गराईनेछ । — [640, 1487, 1268, 1530]
table-row: १४ ०८०/८१/८५ प्रा.अम. जनरल मेकानिक्स (जेनेरेटर) एस.एल.सी. वा टेक्निकल एस.एल.सी. उत्तीर्ण गरी जनरल मेकानिक्स वा मेकानिकल ट्रेड सम्बन्धी एक वर्षे तालिम उत्तीर्ण गरेको । — [55, 1376, 631, 1405]
edu-col-advert: विज्ञापन नं. — [88, 905, 165, 921]
date-nepali: २०८१ वैशाख १४ गते शुक्रबार — [76, 16, 192, 30]
